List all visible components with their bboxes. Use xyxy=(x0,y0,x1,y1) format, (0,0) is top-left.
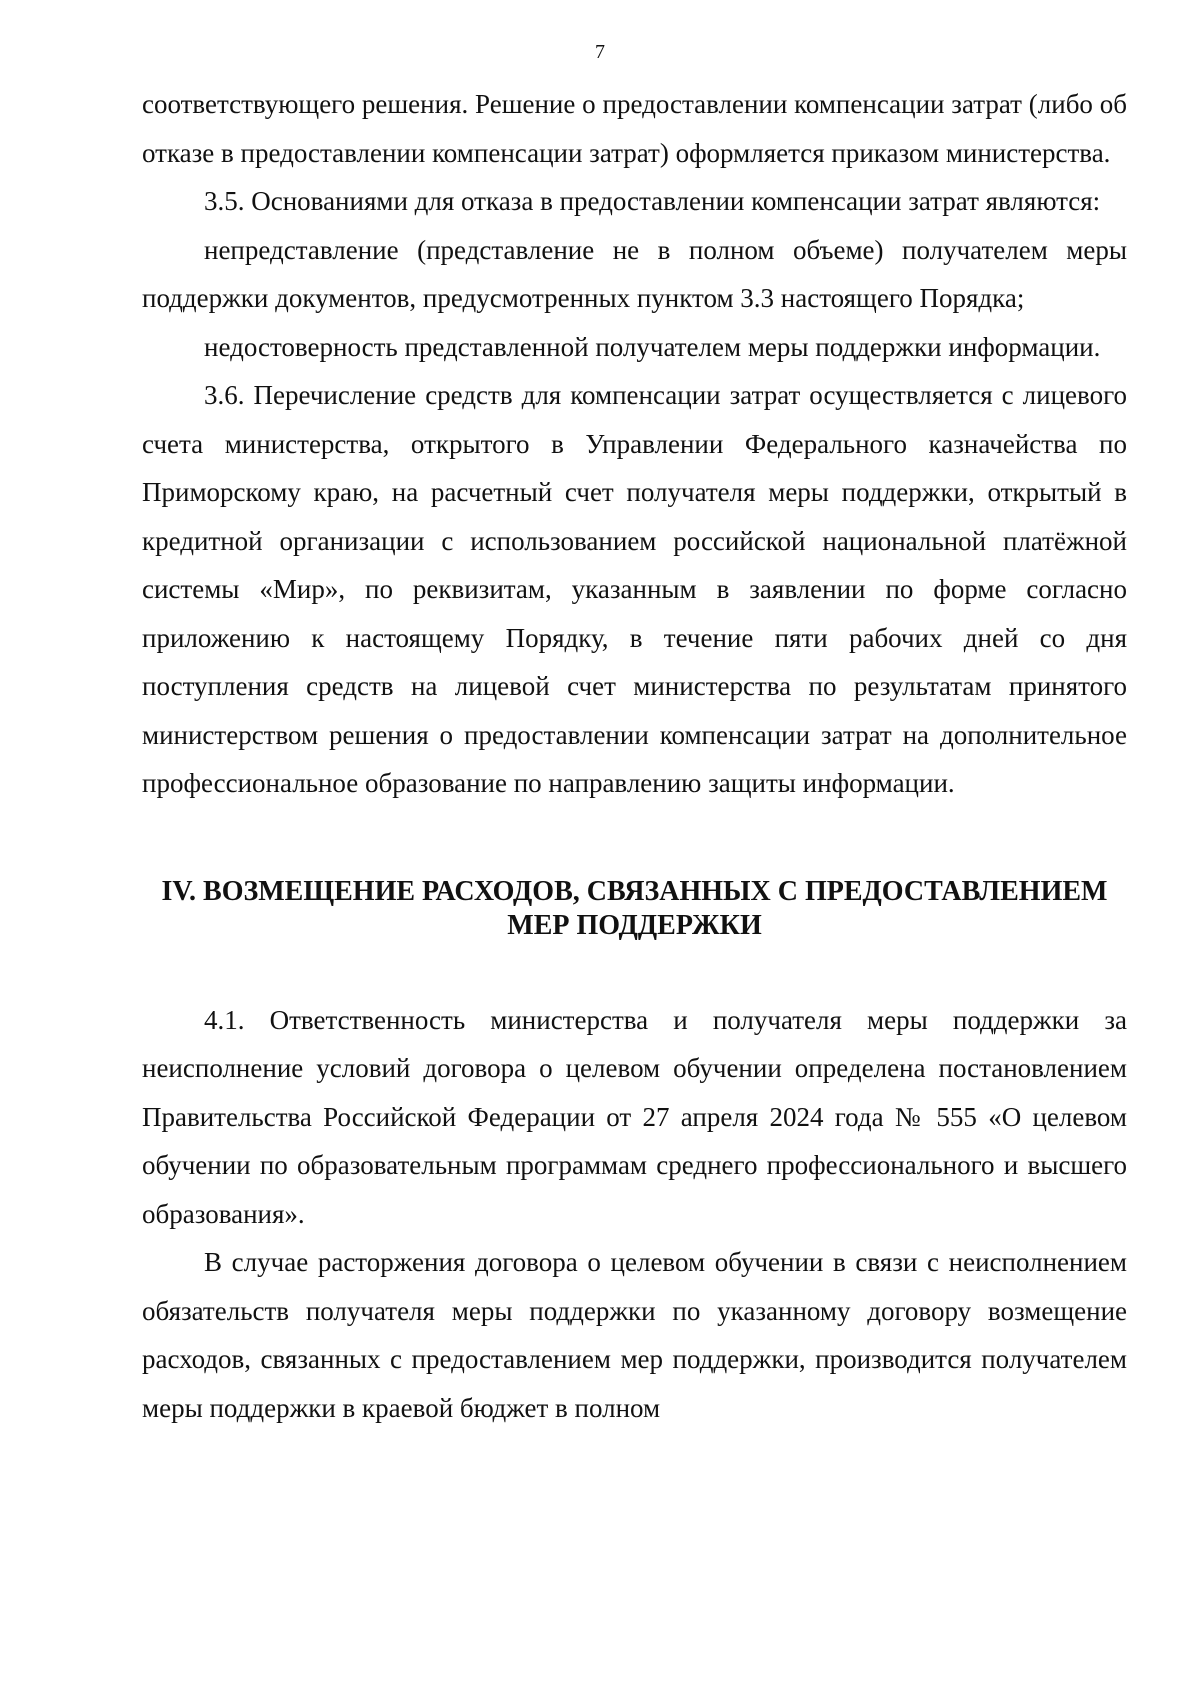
paragraph-4-1: 4.1. Ответственность министерства и получателя меры поддержки за неисполнение условий договора о целевом обучении определена постановлением Правительства Российской Федерации от 27 апреля 2024 года № 555 «О целевом обучении по образовательным программам среднего профессионального и высшего образования». xyxy=(142,1004,1127,1229)
paragraph-3-5: 3.5. Основаниями для отказа в предоставлении компенсации затрат являются: xyxy=(204,186,1101,216)
paragraph-3-6: 3.6. Перечисление средств для компенсации затрат осуществляется с лицевого счета министерства, открытого в Управлении Федерального казначейства по Приморскому краю, на расчетный счет получателя меры поддержки, открытый в кредитной организации с использованием российской национальной платёжной системы «Мир», по реквизитам, указанным в заявлении по форме согласно приложению к настоящему Порядку, в течение пяти рабочих дней со дня поступления средств на лицевой счет министерства по результатам принятого министерством решения о предоставлении компенсации затрат на дополнительное профессиональное образование по направлению защиты информации. xyxy=(142,380,1127,798)
paragraph-unreliability: недостоверность представленной получателем меры поддержки информации. xyxy=(204,331,1101,362)
document-body xyxy=(142,80,1127,1432)
section-heading-line-2: МЕР ПОДДЕРЖКИ xyxy=(507,909,762,941)
paragraph-non-submission: непредставление (представление не в полном объеме) получателем меры поддержки документов, предусмотренных пунктом 3.3 настоящего Порядка; xyxy=(142,234,1127,313)
section-heading-line-1: IV. ВОЗМЕЩЕНИЕ РАСХОДОВ, СВЯЗАННЫХ С ПРЕДОСТАВЛЕНИЕМ xyxy=(161,875,1108,907)
section-heading-iv xyxy=(142,875,1127,943)
page-number: 7 xyxy=(595,41,605,63)
paragraph-decision-continuation: соответствующего решения. Решение о предоставлении компенсации затрат (либо об отказе в предоставлении компенсации затрат) оформляется приказом министерства. xyxy=(142,89,1127,168)
paragraph-contract-termination: В случае расторжения договора о целевом обучении в связи с неисполнением обязательств получателя меры поддержки по указанному договору возмещение расходов, связанных с предоставлением мер поддержки, производится получателем меры поддержки в краевой бюджет в полном xyxy=(142,1247,1127,1423)
